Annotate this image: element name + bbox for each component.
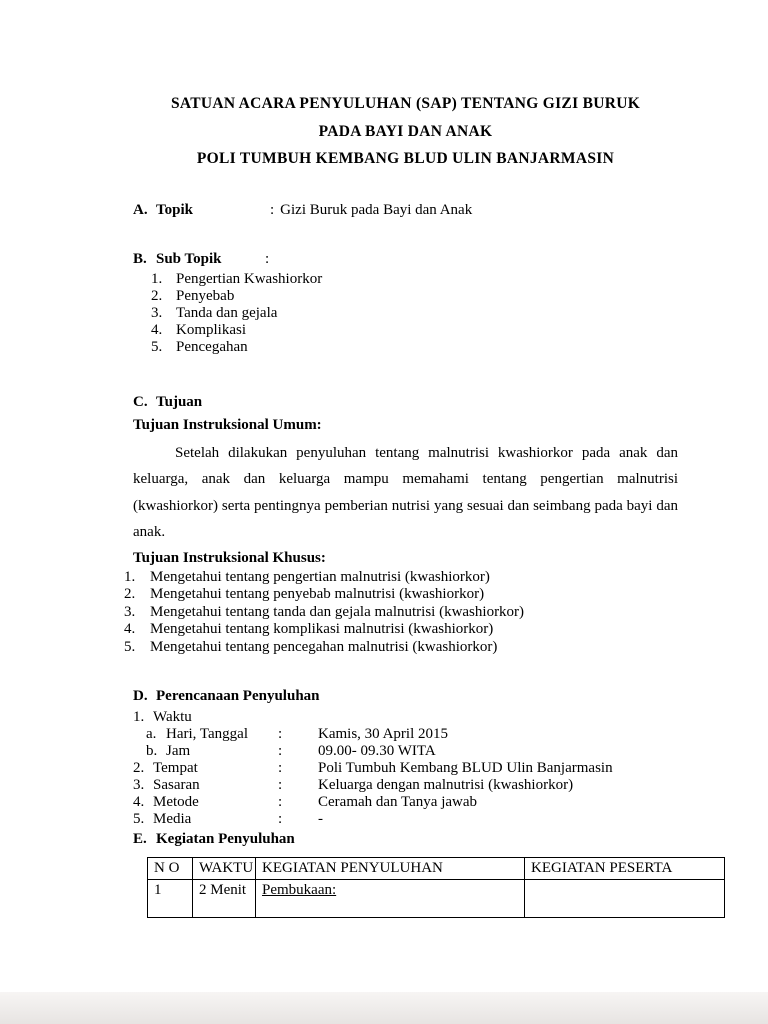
list-item-text: Mengetahui tentang komplikasi malnutrisi (kwashiorkor) — [150, 621, 494, 638]
plan-row — [133, 726, 678, 743]
list-item-number: 3. — [151, 304, 163, 321]
plan-row-value: Ceramah dan Tanya jawab — [318, 794, 478, 811]
plan-row — [133, 743, 678, 760]
section-topik — [133, 200, 678, 220]
col-header-kegiatan-peserta: KEGIATAN PESERTA — [525, 858, 725, 880]
plan-row — [133, 777, 678, 794]
plan-row-number: a. — [146, 726, 157, 743]
section-topik-letter: A. — [133, 201, 148, 218]
cell-kegiatan-text: Pembukaan: — [262, 882, 337, 899]
list-item — [133, 339, 678, 356]
section-subtopik-colon: : — [265, 250, 270, 267]
plan-row-left — [133, 709, 278, 726]
plan-row-value: - — [318, 811, 323, 828]
section-subtopik — [133, 249, 678, 269]
list-item — [124, 604, 678, 622]
cell-kegiatan-peserta — [525, 880, 725, 918]
cell-kegiatan-penyuluhan — [256, 880, 525, 918]
list-item-text: Mengetahui tentang pencegahan malnutrisi (kwashiorkor) — [150, 638, 498, 655]
plan-row-left — [133, 726, 278, 743]
list-item-number: 1. — [124, 568, 136, 585]
plan-row-number: 3. — [133, 777, 145, 794]
plan-row-number: 4. — [133, 794, 145, 811]
list-item — [133, 288, 678, 305]
section-kegiatan-heading — [133, 829, 678, 849]
tiu-paragraph: Setelah dilakukan penyuluhan tentang malnutrisi kwashiorkor pada anak dan keluarga, anak dan keluarga mampu memahami tentang pengertian malnutrisi (kwashiorkor) serta pentingnya pemberian nutrisi yang sesuai dan seimbang pada bayi dan anak. — [133, 444, 678, 540]
list-item-text: Mengetahui tentang tanda dan gejala malnutrisi (kwashiorkor) — [150, 603, 525, 620]
section-tujuan-letter: C. — [133, 393, 148, 410]
section-kegiatan-letter: E. — [133, 831, 147, 848]
table-header-row — [148, 858, 725, 880]
plan-row — [133, 760, 678, 777]
list-item-number: 5. — [151, 338, 163, 355]
list-item — [133, 305, 678, 322]
plan-row-value: 09.00- 09.30 WITA — [318, 743, 436, 760]
cell-waktu: 2 Menit — [193, 880, 256, 918]
plan-row-colon: : — [278, 726, 283, 743]
plan-row — [133, 709, 678, 726]
plan-row-value: Poli Tumbuh Kembang BLUD Ulin Banjarmasin — [318, 760, 613, 777]
plan-row-number: b. — [146, 743, 158, 760]
list-item-text: Mengetahui tentang penyebab malnutrisi (kwashiorkor) — [150, 586, 485, 603]
col-header-kegiatan-penyuluhan: KEGIATAN PENYULUHAN — [256, 858, 525, 880]
plan-row-value: Kamis, 30 April 2015 — [318, 726, 448, 743]
section-tujuan-heading — [133, 392, 678, 412]
plan-row-colon: : — [278, 811, 283, 828]
plan-row-number: 5. — [133, 811, 145, 828]
tiu-heading: Tujuan Instruksional Umum: — [133, 416, 322, 433]
plan-row-number: 2. — [133, 760, 145, 777]
section-kegiatan-title: Kegiatan Penyuluhan — [156, 831, 295, 848]
section-subtopik-letter: B. — [133, 250, 147, 267]
plan-list — [133, 709, 678, 828]
list-item-text: Tanda dan gejala — [176, 304, 278, 321]
tik-heading: Tujuan Instruksional Khusus: — [133, 549, 326, 566]
list-item-number: 2. — [151, 287, 163, 304]
list-item-text: Penyebab — [176, 287, 235, 304]
list-item — [133, 322, 678, 339]
list-item-number: 5. — [124, 638, 136, 655]
plan-row-label: Metode — [153, 794, 199, 811]
plan-row-left — [133, 743, 278, 760]
title-line-2: PADA BAYI DAN ANAK — [318, 122, 493, 140]
section-subtopik-heading — [133, 249, 265, 269]
table-row — [148, 880, 725, 918]
tik-list — [124, 569, 678, 657]
plan-row-left — [133, 794, 278, 811]
section-topik-value: Gizi Buruk pada Bayi dan Anak — [280, 201, 473, 218]
list-item — [133, 271, 678, 288]
document-title — [133, 90, 678, 173]
plan-row-label: Jam — [166, 743, 191, 760]
list-item — [124, 586, 678, 604]
kegiatan-table — [147, 857, 725, 918]
page-edge-shadow — [0, 992, 768, 1024]
list-item-text: Pencegahan — [176, 338, 248, 355]
list-item — [124, 639, 678, 657]
list-item-text: Mengetahui tentang pengertian malnutrisi (kwashiorkor) — [150, 568, 490, 585]
title-line-3: POLI TUMBUH KEMBANG BLUD ULIN BANJARMASIN — [196, 150, 615, 167]
list-item-number: 2. — [124, 586, 136, 603]
title-line-1: SATUAN ACARA PENYULUHAN (SAP) TENTANG GIZI BURUK — [170, 95, 641, 112]
section-topik-colon: : — [270, 201, 275, 218]
list-item — [124, 621, 678, 639]
section-perencanaan-title: Perencanaan Penyuluhan — [156, 688, 320, 705]
plan-row — [133, 811, 678, 828]
list-item-text: Komplikasi — [176, 321, 246, 338]
section-perencanaan-letter: D. — [133, 688, 148, 705]
plan-row-colon: : — [278, 777, 283, 794]
section-topik-title: Topik — [156, 201, 193, 218]
section-subtopik-title: Sub Topik — [156, 250, 222, 267]
list-item-number: 4. — [151, 321, 163, 338]
plan-row-left — [133, 760, 278, 777]
list-item-number: 1. — [151, 270, 163, 287]
plan-row-colon — [278, 709, 318, 726]
col-header-waktu: WAKTU — [193, 858, 256, 880]
plan-row-left — [133, 777, 278, 794]
list-item-number: 3. — [124, 603, 136, 620]
cell-no: 1 — [148, 880, 193, 918]
section-perencanaan-heading — [133, 686, 678, 706]
list-item-number: 4. — [124, 621, 136, 638]
plan-row-colon: : — [278, 743, 283, 760]
plan-row-label: Waktu — [153, 709, 192, 726]
plan-row — [133, 794, 678, 811]
list-item-text: Pengertian Kwashiorkor — [176, 270, 323, 287]
plan-row-label: Media — [153, 811, 192, 828]
plan-row-colon: : — [278, 794, 283, 811]
plan-row-left — [133, 811, 278, 828]
section-topik-heading — [133, 200, 270, 220]
plan-row-value: Keluarga dengan malnutrisi (kwashiorkor) — [318, 777, 574, 794]
subtopik-list — [133, 271, 678, 356]
plan-row-label: Sasaran — [153, 777, 200, 794]
plan-row-label: Tempat — [153, 760, 198, 777]
section-tujuan-title: Tujuan — [156, 393, 203, 410]
plan-row-colon: : — [278, 760, 283, 777]
plan-row-label: Hari, Tanggal — [166, 726, 248, 743]
plan-row-number: 1. — [133, 709, 145, 726]
col-header-no: N O — [148, 858, 193, 880]
list-item — [124, 569, 678, 587]
